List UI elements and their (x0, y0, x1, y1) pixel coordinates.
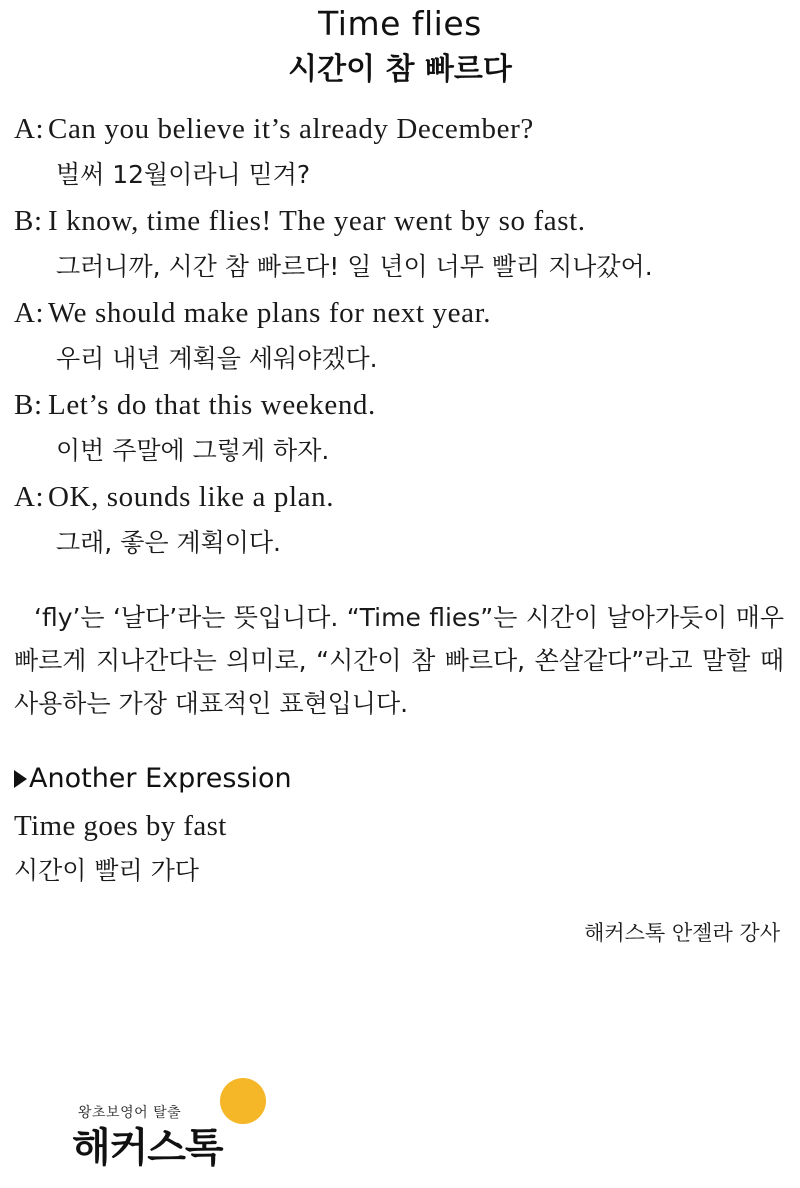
dialogue-turn (14, 474, 786, 566)
logo-tagline: 왕초보영어 탈출 (78, 1105, 182, 1121)
dialogue-turn (14, 198, 786, 290)
another-expression-section (14, 759, 786, 893)
dialogue-turn (14, 106, 786, 198)
speaker-label: A: (14, 113, 45, 145)
dialogue-line-english (14, 290, 786, 336)
dialogue-line-english (14, 198, 786, 244)
dialogue-korean-text: 그래, 좋은 계획이다. (56, 528, 281, 557)
page-title-english: Time flies (318, 4, 482, 43)
dialogue-korean-text: 우리 내년 계획을 세워야겠다. (56, 344, 378, 373)
dialogue-english-text: We should make plans for next year. (48, 297, 492, 329)
dialogue-english-text: OK, sounds like a plan. (48, 481, 335, 513)
speaker-label: B: (14, 389, 43, 421)
another-expression-english: Time goes by fast (14, 810, 227, 842)
brand-logo (72, 1078, 292, 1171)
dialogue-korean-text: 벌써 12월이라니 믿겨? (56, 160, 311, 189)
dialogue-line-english (14, 106, 786, 152)
dialogue-section (14, 106, 786, 566)
triangle-marker-icon (14, 770, 27, 788)
dialogue-english-text: Let’s do that this weekend. (48, 389, 376, 421)
dialogue-line-english (14, 382, 786, 428)
speaker-label: A: (14, 297, 45, 329)
another-expression-heading (14, 759, 786, 799)
dialogue-english-text: I know, time flies! The year went by so fast. (48, 205, 586, 237)
logo-dot-icon (220, 1078, 266, 1124)
dialogue-korean-text: 그러니까, 시간 참 빠르다! 일 년이 너무 빨리 지나갔어. (56, 252, 653, 281)
dialogue-korean-text: 이번 주말에 그렇게 하자. (56, 436, 330, 465)
logo-name: 해커스톡 (72, 1125, 223, 1171)
speaker-label: B: (14, 205, 43, 237)
page-title-korean: 시간이 참 빠르다 (288, 52, 512, 87)
title-block (14, 0, 786, 92)
dialogue-turn (14, 290, 786, 382)
dialogue-line-english (14, 474, 786, 520)
another-expression-korean: 시간이 빨리 가다 (14, 856, 199, 885)
speaker-label: A: (14, 481, 45, 513)
dialogue-turn (14, 382, 786, 474)
instructor-credit: 해커스톡 안젤라 강사 (584, 921, 780, 945)
dialogue-english-text: Can you believe it’s already December? (48, 113, 534, 145)
explanation-paragraph: ‘fly’는 ‘날다’라는 뜻입니다. “Time flies”는 시간이 날아가듯이 매우 빠르게 지나간다는 의미로, “시간이 참 빠르다, 쏜살같다”라고 말할 때 사용하는 가장 대표적인 표현입니다. (14, 603, 784, 718)
another-expression-heading-label: Another Expression (29, 763, 292, 794)
